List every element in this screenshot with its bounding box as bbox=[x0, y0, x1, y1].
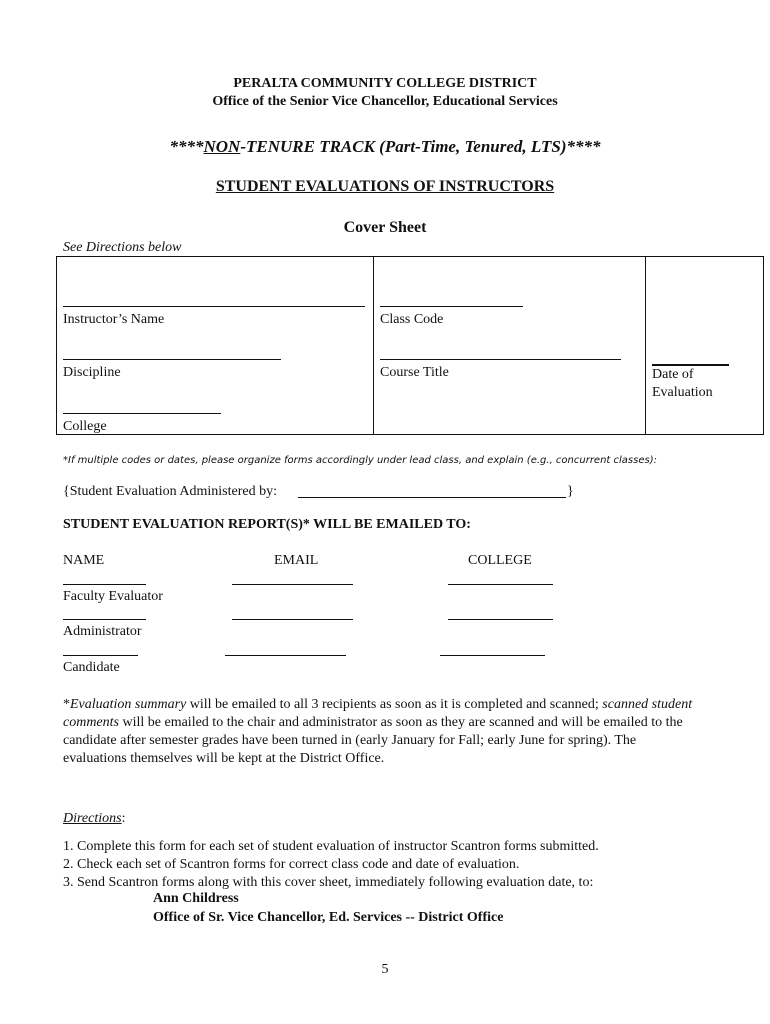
candidate-name-line[interactable] bbox=[63, 655, 138, 656]
instructor-name-line[interactable] bbox=[63, 306, 365, 307]
evaluation-summary-paragraph bbox=[63, 696, 703, 768]
administrator-college-line[interactable] bbox=[448, 619, 553, 620]
evaluation-label: Evaluation bbox=[652, 385, 713, 400]
table-divider bbox=[373, 257, 374, 434]
administrator-name-line[interactable] bbox=[63, 619, 146, 620]
discipline-label: Discipline bbox=[63, 365, 121, 380]
faculty-evaluator-label: Faculty Evaluator bbox=[63, 589, 163, 604]
directions-list bbox=[63, 838, 743, 892]
candidate-label: Candidate bbox=[63, 660, 120, 675]
email-column-header: EMAIL bbox=[274, 553, 319, 568]
report-heading: STUDENT EVALUATION REPORT(S)* WILL BE EMAILED TO: bbox=[63, 517, 471, 532]
track-non: NON bbox=[203, 137, 241, 156]
class-code-label: Class Code bbox=[380, 312, 444, 327]
direction-item-1: 1. Complete this form for each set of student evaluation of instructor Scantron forms submitted. bbox=[63, 839, 599, 854]
faculty-email-line[interactable] bbox=[232, 584, 353, 585]
date-of-label: Date of bbox=[652, 367, 694, 382]
track-suffix: **** bbox=[566, 137, 601, 156]
recipient-office: Office of Sr. Vice Chancellor, Ed. Services -- District Office bbox=[153, 910, 504, 925]
multiple-codes-note: *If multiple codes or dates, please organize forms accordingly under lead class, and explain (e.g., concurrent classes): bbox=[63, 455, 657, 466]
directions-heading bbox=[63, 811, 125, 827]
faculty-name-line[interactable] bbox=[63, 584, 146, 585]
directions-heading-text: Directions bbox=[63, 811, 122, 826]
administered-by-line[interactable] bbox=[298, 497, 566, 498]
administrator-email-line[interactable] bbox=[232, 619, 353, 620]
course-title-label: Course Title bbox=[380, 365, 449, 380]
name-column-header: NAME bbox=[63, 553, 105, 568]
administered-by-suffix: } bbox=[567, 484, 574, 499]
recipient-name: Ann Childress bbox=[153, 891, 239, 906]
track-title bbox=[0, 137, 770, 157]
scanned-comments-italic: scanned student comments bbox=[63, 697, 693, 730]
district-title: PERALTA COMMUNITY COLLEGE DISTRICT bbox=[233, 76, 537, 91]
track-prefix: **** bbox=[169, 137, 204, 156]
summary-part1: will be emailed to all 3 recipients as soon as it is completed and scanned; bbox=[186, 697, 603, 712]
form-title: STUDENT EVALUATIONS OF INSTRUCTORS bbox=[215, 178, 555, 195]
administered-by-prefix: {Student Evaluation Administered by: bbox=[63, 484, 277, 499]
direction-item-2: 2. Check each set of Scantron forms for correct class code and date of evaluation. bbox=[63, 857, 520, 872]
summary-star: * bbox=[63, 697, 70, 712]
college-column-header: COLLEGE bbox=[468, 553, 532, 568]
track-rest: -TENURE TRACK (Part-Time, Tenured, LTS) bbox=[240, 137, 567, 156]
cover-info-table bbox=[56, 256, 764, 435]
page-number: 5 bbox=[381, 962, 389, 977]
summary-part2: will be emailed to the chair and administrator as soon as they are scanned and will be emailed to the candidate after semester grades have been turned in (early January for Fall; early June for spring). The evaluations themselves will be kept at the District Office. bbox=[63, 715, 683, 766]
college-label: College bbox=[63, 419, 107, 434]
college-line[interactable] bbox=[63, 413, 221, 414]
faculty-college-line[interactable] bbox=[448, 584, 553, 585]
class-code-line[interactable] bbox=[380, 306, 523, 307]
administrator-label: Administrator bbox=[63, 624, 142, 639]
instructor-name-label: Instructor’s Name bbox=[63, 312, 165, 327]
table-divider bbox=[645, 257, 646, 434]
candidate-college-line[interactable] bbox=[440, 655, 545, 656]
directions-colon: : bbox=[121, 811, 126, 826]
course-title-line[interactable] bbox=[380, 359, 621, 360]
summary-italic: Evaluation summary bbox=[70, 697, 187, 712]
direction-item-3: 3. Send Scantron forms along with this cover sheet, immediately following evaluation date, to: bbox=[63, 875, 594, 890]
candidate-email-line[interactable] bbox=[225, 655, 346, 656]
cover-sheet-title: Cover Sheet bbox=[343, 219, 427, 236]
date-of-evaluation-line[interactable] bbox=[652, 364, 729, 366]
discipline-line[interactable] bbox=[63, 359, 281, 360]
office-subtitle: Office of the Senior Vice Chancellor, Educational Services bbox=[212, 94, 558, 109]
see-directions-note: See Directions below bbox=[63, 240, 182, 255]
